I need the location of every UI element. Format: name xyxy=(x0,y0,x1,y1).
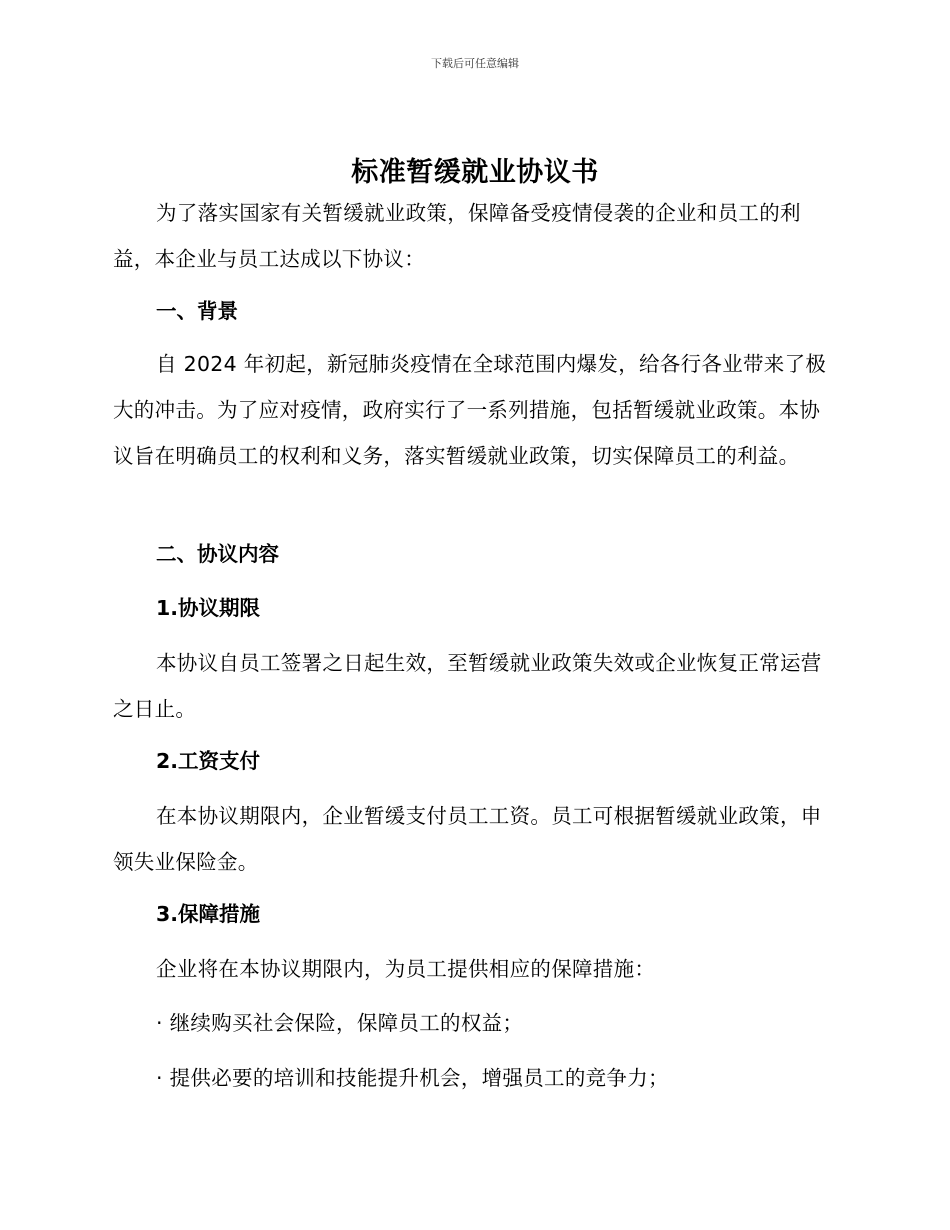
bullet-item: · 继续购买社会保险，保障员工的权益； xyxy=(156,1011,524,1035)
section2-heading: 二、协议内容 xyxy=(156,542,279,566)
item2-heading: 2.工资支付 xyxy=(156,749,261,773)
document-title: 标准暂缓就业协议书 xyxy=(351,157,599,188)
item3-paragraph: 企业将在本协议期限内，为员工提供相应的保障措施： xyxy=(156,957,656,981)
section1-heading: 一、背景 xyxy=(156,299,238,323)
item2-paragraph: 在本协议期限内，企业暂缓支付员工工资。员工可根据暂缓就业政策，申领失业保险金。 xyxy=(113,804,822,874)
intro-paragraph: 为了落实国家有关暂缓就业政策，保障备受疫情侵袭的企业和员工的利益，本企业与员工达成以下协议： xyxy=(113,201,801,271)
bullet-item: · 提供必要的培训和技能提升机会，增强员工的竞争力； xyxy=(156,1066,669,1090)
section1-paragraph: 自 2024 年初起，新冠肺炎疫情在全球范围内爆发，给各行各业带来了极大的冲击。为了应对疫情，政府实行了一系列措施，包括暂缓就业政策。本协议旨在明确员工的权利和义务，落实暂缓就业政策，切实保障员工的利益。 xyxy=(113,352,827,468)
item1-paragraph: 本协议自员工签署之日起生效，至暂缓就业政策失效或企业恢复正常运营之日止。 xyxy=(113,651,822,721)
item1-heading: 1.协议期限 xyxy=(156,596,261,620)
item3-heading: 3.保障措施 xyxy=(156,902,261,926)
header-note: 下载后可任意编辑 xyxy=(431,57,519,70)
